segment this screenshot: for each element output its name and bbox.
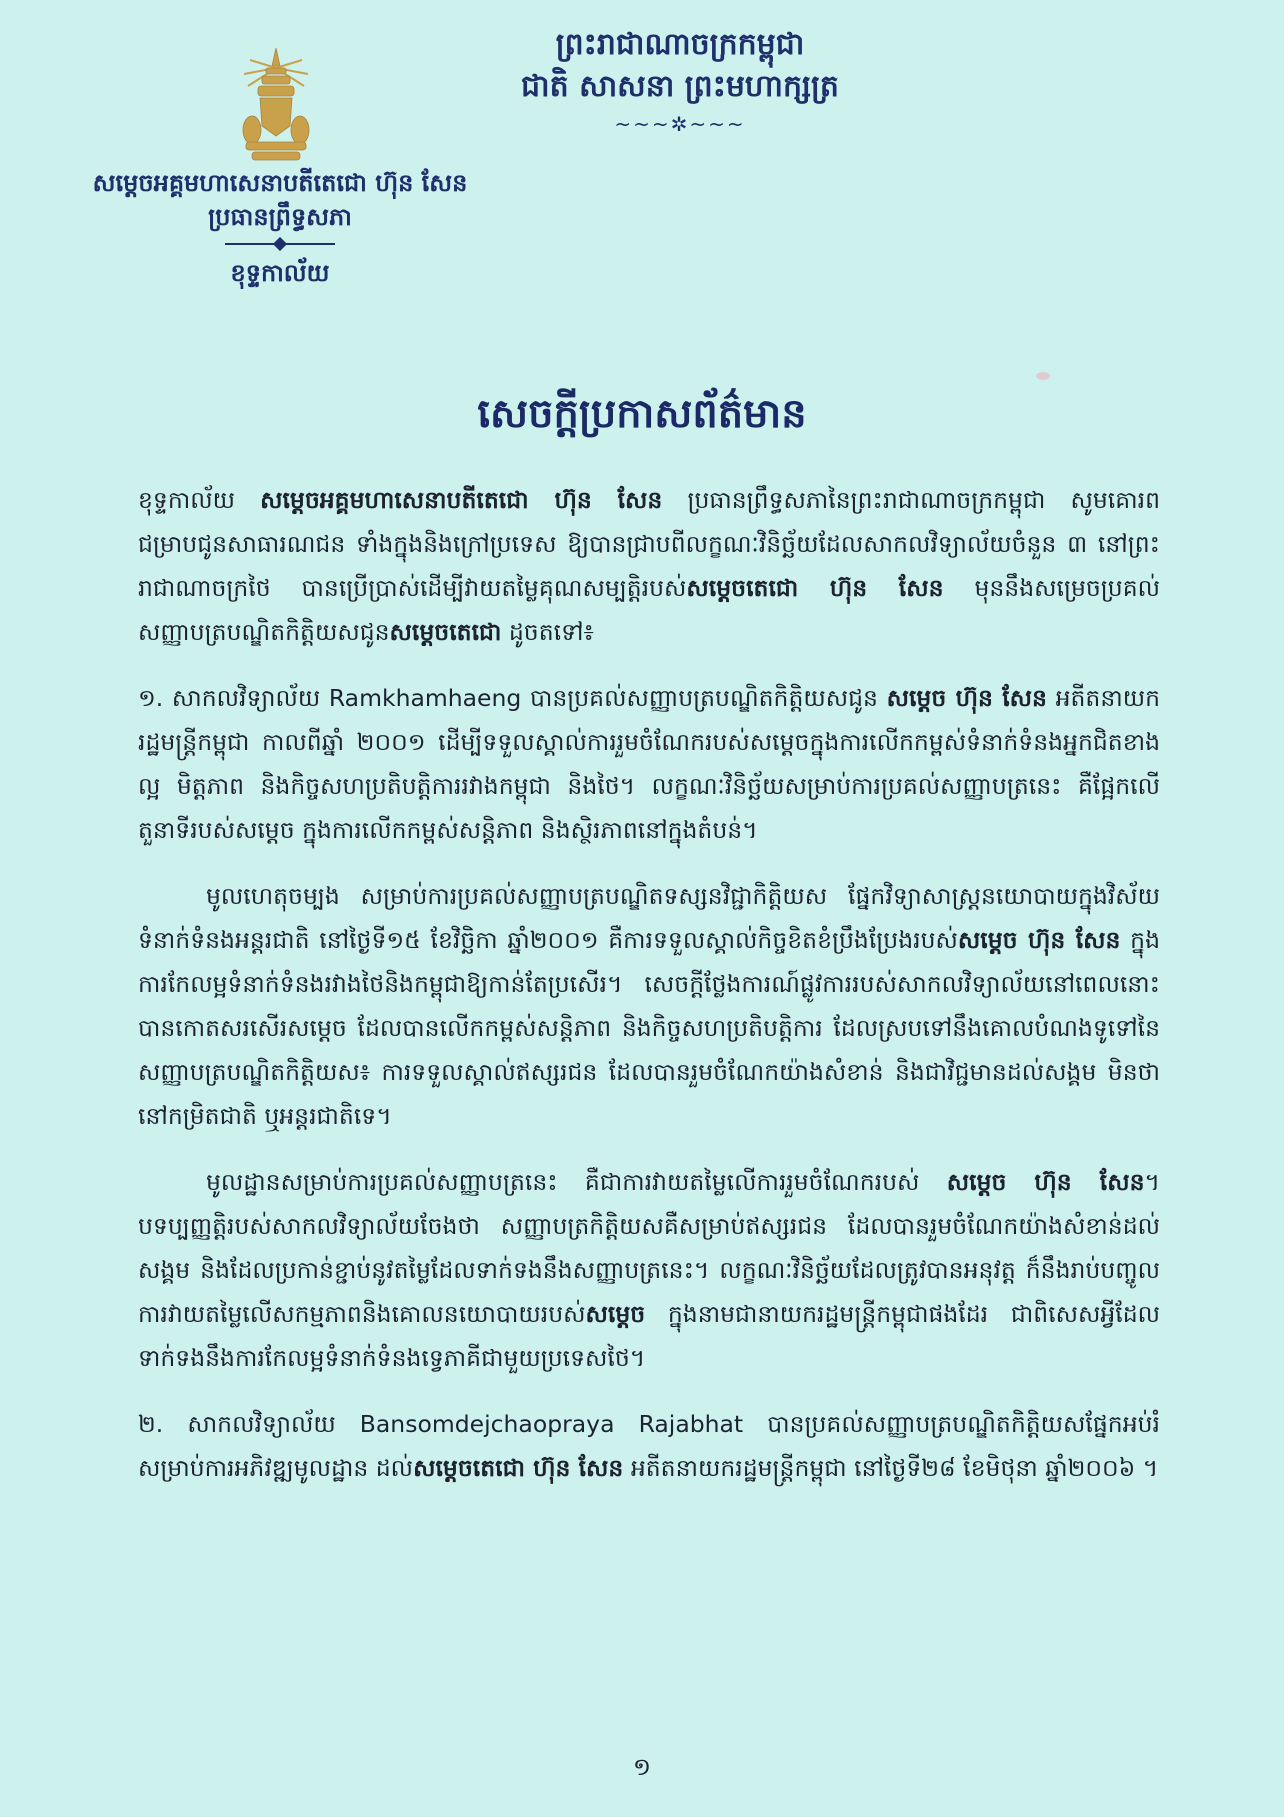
- intro-emphasis: សម្តេចតេជោ ហ៊ុន សែន: [686, 574, 944, 602]
- item-1-paragraph: [138, 676, 1160, 852]
- item-2-paragraph: [138, 1402, 1160, 1490]
- intro-emphasis: សម្តេចតេជោ: [389, 618, 502, 646]
- office-holder-name: សម្តេចអគ្គមហាសេនាបតីតេជោ ហ៊ុន សែន: [92, 169, 468, 197]
- item-1-text: ១. សាកលវិទ្យាល័យ Ramkhamhaeng បានប្រគល់សញ្ញាបត្របណ្ឌិតកិត្តិយសជូន: [138, 684, 887, 712]
- item-2-text: អតីតនាយករដ្ឋមន្ត្រីកម្ពុជា នៅថ្ងៃទី២៨ ខែមិថុនា ឆ្នាំ២០០៦ ។: [623, 1454, 1159, 1482]
- item-2-text: ២. សាកលវិទ្យាល័យ Bansomdejchaopraya Rajabhat បានប្រគល់សញ្ញាបត្របណ្ឌិតកិត្តិយសផ្នែកអប់រំសម្រាប់ការអភិវឌ្ឍមូលដ្ឋាន ដល់: [138, 1410, 1160, 1482]
- item-1-text: អតីតនាយករដ្ឋមន្ត្រីកម្ពុជា កាលពីឆ្នាំ ២០០១ ដើម្បីទទួលស្គាល់ការរួមចំណែករបស់សម្តេចក្នុងការលើកកម្ពស់ទំនាក់ទំនងអ្នកជិតខាងល្អ មិត្តភាព និងកិច្ចសហប្រតិបត្តិការរវាងកម្ពុជា និងថៃ។ លក្ខណៈវិនិច្ឆ័យសម្រាប់ការប្រគល់សញ្ញាបត្រនេះ គឺផ្អែកលើតួនាទីរបស់សម្តេច ក្នុងការលើកកម្ពស់សន្តិភាព និងស្ថិរភាពនៅក្នុងតំបន់។: [138, 684, 1161, 844]
- kingdom-motto: [440, 24, 920, 136]
- intro-text: ដូចតទៅ៖: [501, 618, 594, 646]
- office-holder-title: ប្រធានព្រឹទ្ធសភា: [208, 203, 352, 231]
- basis-text: ក្នុងនាមជានាយករដ្ឋមន្ត្រីកម្ពុជាផងដែរ ជាពិសេសអ្វីដែលទាក់ទងនឹងការកែលម្អទំនាក់ទំនងទ្វេភាគីជាមួយប្រទេសថៃ។: [138, 1300, 1160, 1372]
- basis-text: មូលដ្ឋានសម្រាប់ការប្រគល់សញ្ញាបត្រនេះ គឺជាការវាយតម្លៃលើការរួមចំណែករបស់: [206, 1168, 947, 1196]
- ornament-divider: ~~~✲~~~: [614, 112, 746, 136]
- intro-paragraph: [138, 478, 1160, 654]
- item-1-basis-paragraph: [138, 1160, 1160, 1380]
- royal-emblem-icon: [240, 46, 312, 164]
- basis-emphasis: សម្តេច ហ៊ុន សែន: [946, 1168, 1145, 1196]
- detail-text: មូលហេតុចម្បង សម្រាប់ការប្រគល់សញ្ញាបត្របណ្ឌិតទស្សនវិជ្ជាកិត្តិយស ផ្នែកវិទ្យាសាស្ត្រនយោបាយក្នុងវិស័យទំនាក់ទំនងអន្តរជាតិ នៅថ្ងៃទី១៥ ខែវិច្ឆិកា ឆ្នាំ២០០១ គឺការទទួលស្គាល់កិច្ចខិតខំប្រឹងប្រែងរបស់: [138, 882, 1160, 954]
- office-header: [40, 166, 520, 290]
- item-2-emphasis: សម្តេចតេជោ ហ៊ុន សែន: [413, 1454, 624, 1482]
- paper-speck: [1036, 372, 1050, 380]
- intro-emphasis: សម្តេចអគ្គមហាសេនាបតីតេជោ ហ៊ុន សែន: [260, 486, 663, 514]
- page-number: ១: [632, 1753, 652, 1781]
- item-1-emphasis: សម្តេច ហ៊ុន សែន: [886, 684, 1047, 712]
- intro-text: ប្រធានព្រឹទ្ធសភានៃព្រះរាជាណាចក្រកម្ពុជា សូមគោរពជម្រាបជូនសាធារណជន ទាំងក្នុងនិងក្រៅប្រទេស ឱ្យបានជ្រាបពីលក្ខណៈវិនិច្ឆ័យដែលសាកលវិទ្យាល័យចំនួន ៣ នៅព្រះរាជាណាចក្រថៃ បានប្រើប្រាស់ដើម្បីវាយតម្លៃគុណសម្បត្តិរបស់: [138, 486, 1160, 602]
- basis-text: ។ បទប្បញ្ញត្តិរបស់សាកលវិទ្យាល័យចែងថា សញ្ញាបត្រកិត្តិយសគឺសម្រាប់ឥស្សរជន ដែលបានរួមចំណែកយ៉ាងសំខាន់ដល់សង្គម និងដែលប្រកាន់ខ្ជាប់នូវតម្លៃដែលទាក់ទងនឹងសញ្ញាបត្រនេះ។ លក្ខណៈវិនិច្ឆ័យដែលត្រូវបានអនុវត្ត ក៏នឹងរាប់បញ្ចូលការវាយតម្លៃលើសកម្មភាពនិងគោលនយោបាយរបស់: [138, 1168, 1160, 1328]
- detail-emphasis: សម្តេច ហ៊ុន សែន: [957, 926, 1121, 954]
- intro-text: មុននឹងសម្រេចប្រគល់សញ្ញាបត្របណ្ឌិតកិត្តិយសជូន: [138, 574, 1160, 646]
- basis-emphasis: សម្តេច: [585, 1300, 646, 1328]
- detail-text: ក្នុងការកែលម្អទំនាក់ទំនងរវាងថៃនិងកម្ពុជាឱ្យកាន់តែប្រសើរ។ សេចក្តីថ្លែងការណ៍ផ្លូវការរបស់សាកលវិទ្យាល័យនៅពេលនោះ បានកោតសរសើរសម្តេច ដែលបានលើកកម្ពស់សន្តិភាព និងកិច្ចសហប្រតិបត្តិការ ដែលស្របទៅនឹងគោលបំណងទូទៅនៃសញ្ញាបត្របណ្ឌិតកិត្តិយស៖ ការទទួលស្គាល់ឥស្សរជន ដែលបានរួមចំណែកយ៉ាងសំខាន់ និងជាវិជ្ជមានដល់សង្គម មិនថានៅកម្រិតជាតិ ឬអន្តរជាតិទេ។: [138, 926, 1160, 1130]
- cabinet-label: ខុទ្ទកាល័យ: [230, 259, 330, 287]
- item-1-detail-paragraph: [138, 874, 1160, 1138]
- intro-text: ខុទ្ទកាល័យ: [138, 486, 261, 514]
- document-body: [138, 478, 1160, 1512]
- document-title: សេចក្តីប្រកាសព័ត៌មាន: [477, 391, 807, 437]
- kingdom-name: ព្រះរាជាណាចក្រកម្ពុជា: [555, 27, 805, 62]
- national-motto: ជាតិ សាសនា ព្រះមហាក្សត្រ: [521, 69, 839, 104]
- header-divider: [225, 238, 335, 250]
